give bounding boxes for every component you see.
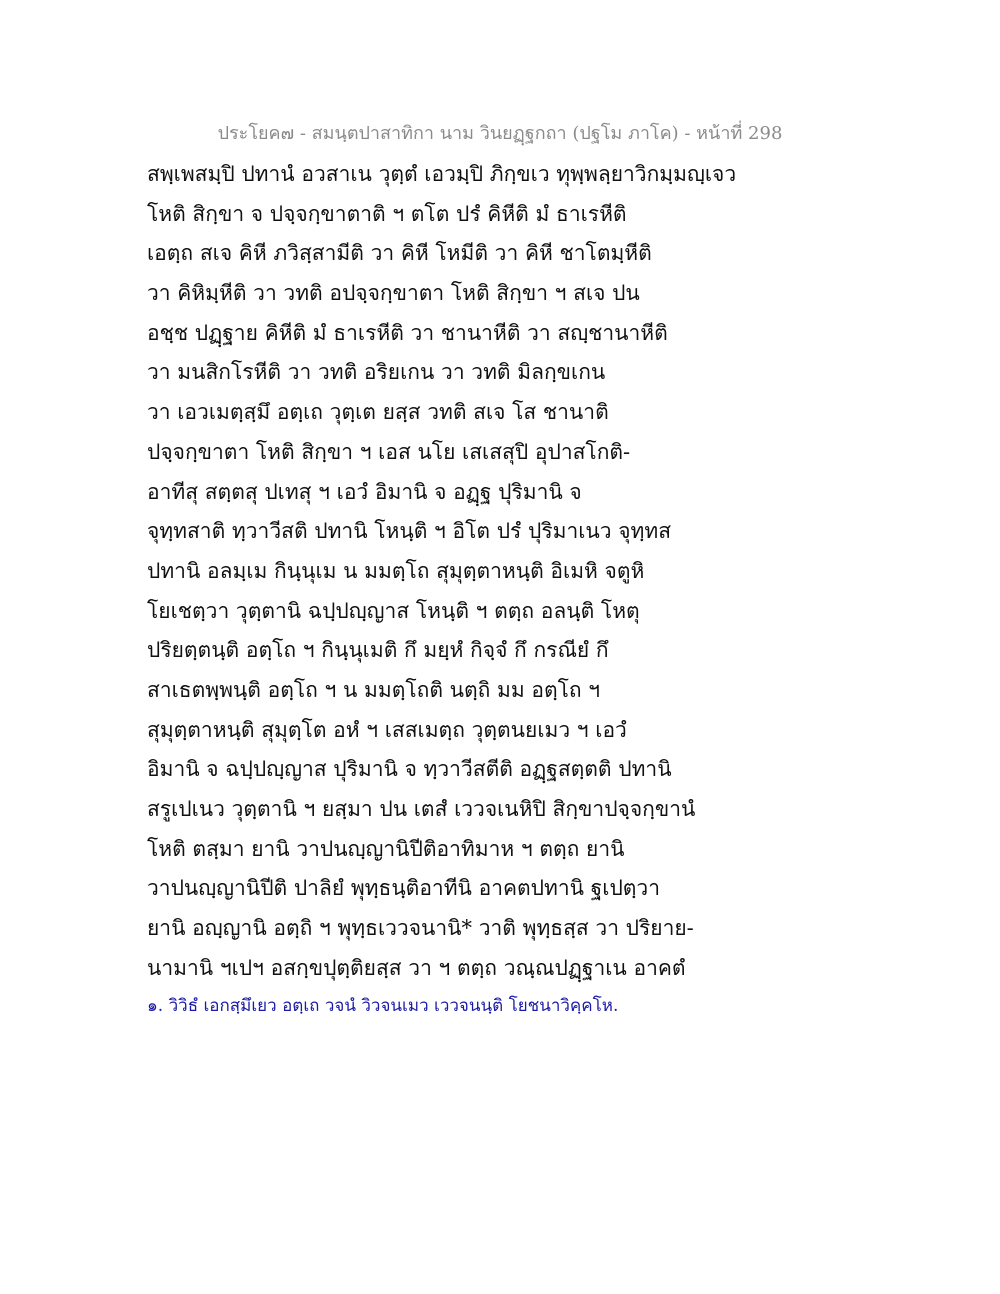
text-line: สุมุตฺตาหนฺติ สุมุตฺโต อหํ ฯ เสสเมตฺถ วุตฺตนยเมว ฯ เอวํ [147, 717, 627, 742]
text-line: สพฺเพสมฺปิ ปทานํ อวสาเน วุตฺตํ เอวมฺปิ ภิกฺขเว ทุพฺพลฺยาวิกมฺมญฺเจว [147, 162, 737, 186]
text-line: ปทานิ อลมฺเม กินฺนุเม น มมตฺโถ สุมุตฺตาหนฺติ อิเมหิ จตูหิ [147, 558, 645, 583]
text-line: จุทฺทสาติ ทฺวาวีสติ ปทานิ โหนฺติ ฯ อิโต ปรํ ปุริมาเนว จุทฺทส [147, 519, 672, 544]
text-line: ปจฺจกฺขาตา โหติ สิกฺขา ฯ เอส นโย เสเสสุปิ อุปาสโกติ- [147, 439, 631, 464]
footnote: ๑. วิวิธํ เอกสฺมึเยว อตฺเถ วจนํ วิวจนเมว เววจนนฺติ โยชนาวิคฺคโห. [147, 996, 619, 1016]
text-line: อชฺช ปฏฺฐาย คิหีติ มํ ธาเรหีติ วา ชานาหีติ วา สญฺชานาหีติ [147, 320, 668, 345]
text-line: สรูเปเนว วุตฺตานิ ฯ ยสฺมา ปน เตสํ เววจเนหิปิ สิกฺขาปจฺจกฺขานํ [147, 797, 696, 821]
running-header: ประโยค๗ - สมนฺตปาสาทิกา นาม วินยฏฺฐกถา (ปฐโม ภาโค) - หน้าที่ 298 [217, 123, 783, 144]
text-line: สาเธตพฺพนฺติ อตฺโถ ฯ น มมตฺโถติ นตฺถิ มม อตฺโถ ฯ [147, 677, 601, 702]
text-line: โหติ สิกฺขา จ ปจฺจกฺขาตาติ ฯ ตโต ปรํ คิหีติ มํ ธาเรหีติ [147, 201, 627, 226]
text-line: วา เอวเมตฺสฺมึ อตฺเถ วุตฺเต ยสฺส วทติ สเจ โส ชานาติ [147, 400, 609, 425]
text-line: โหติ ตสฺมา ยานิ วาปนญฺญานิปีติอาทิมาห ฯ ตตฺถ ยานิ [147, 836, 625, 861]
text-line: วาปนญฺญานิปีติ ปาลิยํ พุทฺธนฺติอาทีนิ อาคตปทานิ ฐเปตฺวา [147, 876, 660, 901]
text-line: วา มนสิกโรหีติ วา วทติ อริยเกน วา วทติ มิลกฺขเกน [147, 360, 606, 385]
text-line: ยานิ อญฺญานิ อตฺถิ ฯ พุทฺธเววจนานิ* วาติ พุทฺธสฺส วา ปริยาย- [147, 916, 694, 941]
text-line: อาทีสุ สตฺตสุ ปเทสุ ฯ เอวํ อิมานิ จ อฏฺฐ ปุริมานิ จ [147, 479, 582, 504]
text-line: เอตฺถ สเจ คิหี ภวิสฺสามีติ วา คิหี โหมีติ วา คิหี ชาโตมฺหีติ [147, 241, 652, 266]
body-text [147, 155, 867, 988]
text-line: อิมานิ จ ฉปฺปญฺญาส ปุริมานิ จ ทฺวาวีสตีติ อฏฺฐสตฺตติ ปทานิ [147, 757, 672, 782]
text-line: วา คิหิมฺหีติ วา วทติ อปจฺจกฺขาตา โหติ สิกฺขา ฯ สเจ ปน [147, 281, 640, 306]
text-line: นามานิ ฯเปฯ อสกฺขปุตฺติยสฺส วา ฯ ตตฺถ วณฺณปฏฺฐาเน อาคตํ [147, 955, 686, 980]
text-line: โยเชตฺวา วุตฺตานิ ฉปฺปญฺญาส โหนฺติ ฯ ตตฺถ อลนฺติ โหตุ [147, 598, 640, 623]
text-line: ปริยตฺตนฺติ อตฺโถ ฯ กินฺนุเมติ กึ มยฺหํ กิจฺจํ กึ กรณียํ กึ [147, 638, 609, 663]
